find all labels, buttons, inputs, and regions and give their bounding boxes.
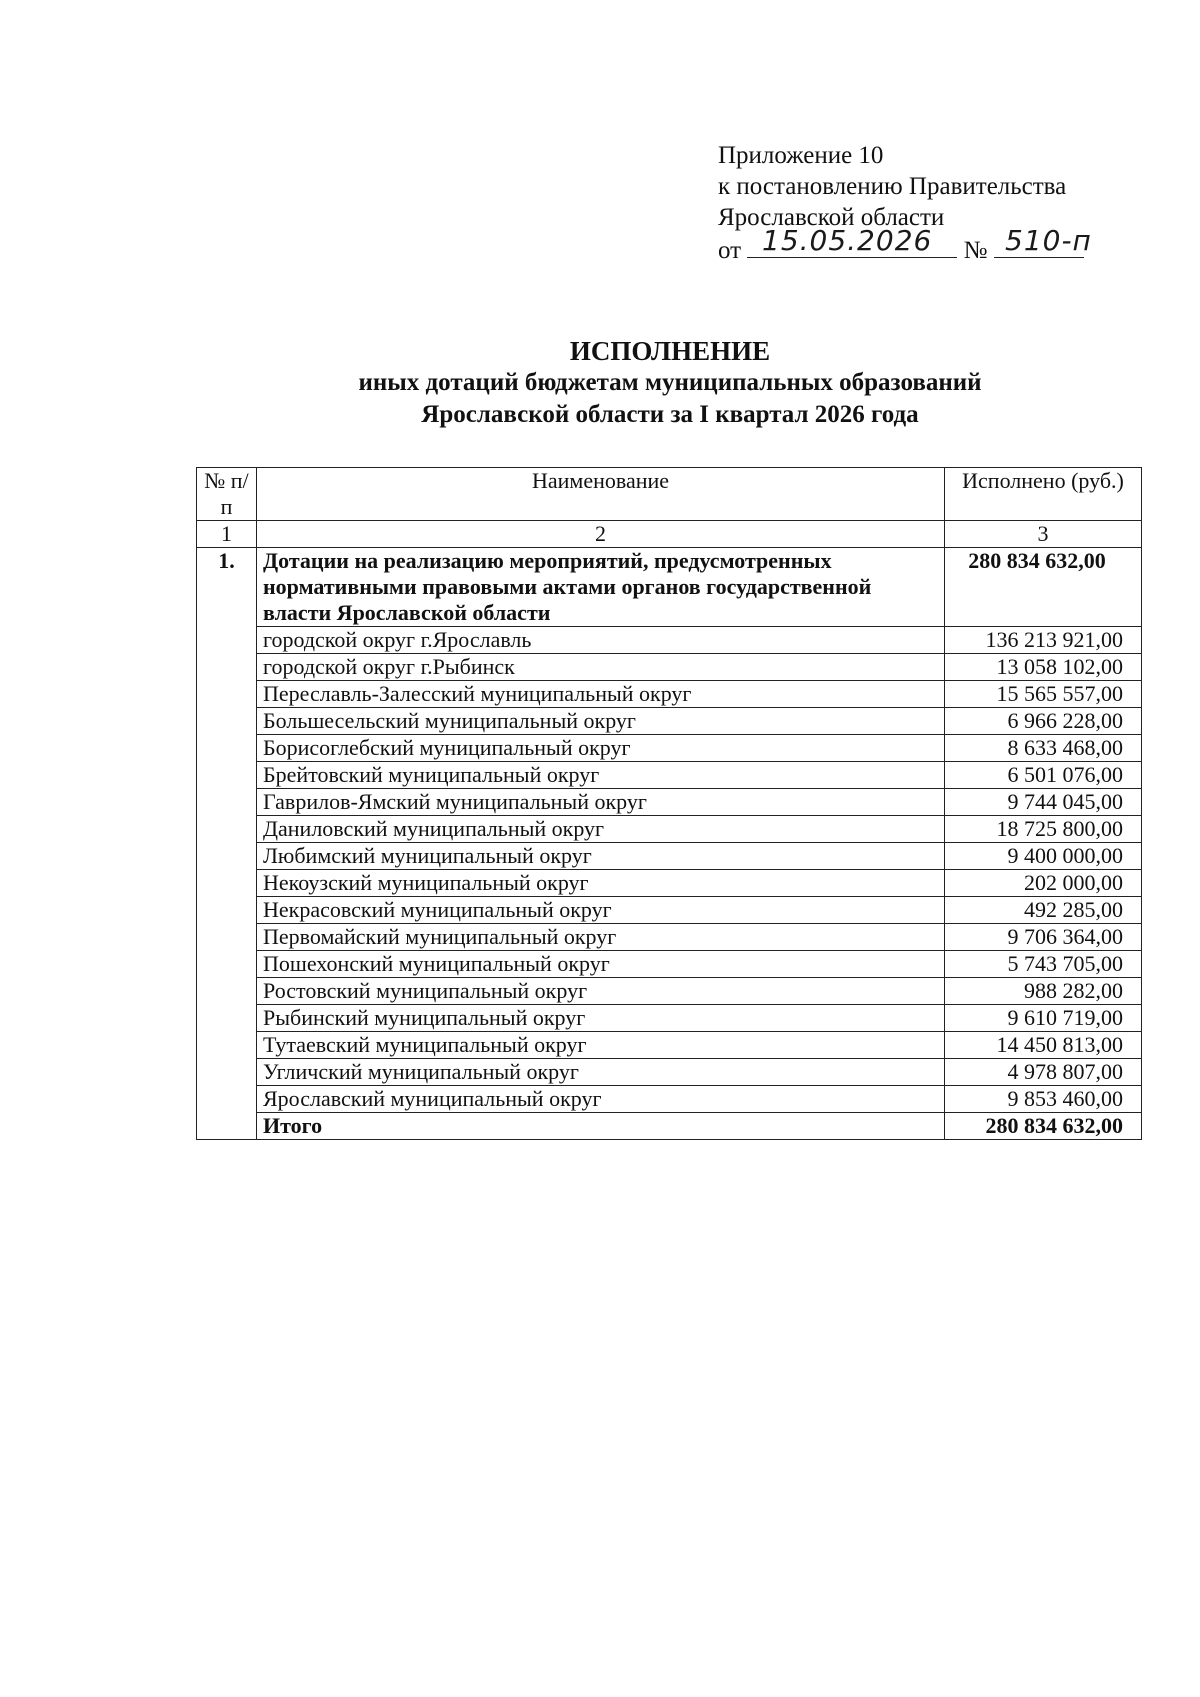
appendix-line-3: Ярославской области — [718, 204, 945, 231]
table-row — [197, 1086, 1142, 1113]
table-row — [197, 843, 1142, 870]
table-row — [197, 1032, 1142, 1059]
executed-amount: 202 000,00 — [945, 870, 1142, 897]
table-row — [197, 735, 1142, 762]
municipality-name: Рыбинский муниципальный округ — [257, 1005, 945, 1032]
municipality-name: Первомайский муниципальный округ — [257, 924, 945, 951]
table-body — [197, 468, 1142, 1140]
document-heading — [0, 335, 1200, 431]
executed-amount: 9 853 460,00 — [945, 1086, 1142, 1113]
executed-amount: 8 633 468,00 — [945, 735, 1142, 762]
executed-amount: 988 282,00 — [945, 978, 1142, 1005]
executed-amount: 18 725 800,00 — [945, 816, 1142, 843]
municipality-name: Борисоглебский муниципальный округ — [257, 735, 945, 762]
budget-table — [196, 467, 1142, 1140]
table-header-row — [197, 468, 1142, 521]
executed-amount: 136 213 921,00 — [945, 627, 1142, 654]
municipality-name: городской округ г.Рыбинск — [257, 654, 945, 681]
date-prefix: от — [718, 237, 742, 264]
executed-amount: 4 978 807,00 — [945, 1059, 1142, 1086]
municipality-name: Большесельский муниципальный округ — [257, 708, 945, 735]
municipality-name: Гаврилов-Ямский муниципальный округ — [257, 789, 945, 816]
table-row — [197, 654, 1142, 681]
executed-amount: 492 285,00 — [945, 897, 1142, 924]
column-index-3: 3 — [945, 521, 1142, 548]
municipality-name: Угличский муниципальный округ — [257, 1059, 945, 1086]
column-index-row — [197, 521, 1142, 548]
table-row — [197, 870, 1142, 897]
executed-amount: 13 058 102,00 — [945, 654, 1142, 681]
executed-amount: 9 610 719,00 — [945, 1005, 1142, 1032]
heading-title: ИСПОЛНЕНИЕ — [569, 336, 771, 366]
table-row — [197, 951, 1142, 978]
table-row — [197, 897, 1142, 924]
appendix-line-1: Приложение 10 — [718, 142, 884, 169]
table-row — [197, 1059, 1142, 1086]
municipality-name: Любимский муниципальный округ — [257, 843, 945, 870]
municipality-name: Тутаевский муниципальный округ — [257, 1032, 945, 1059]
executed-amount: 9 744 045,00 — [945, 789, 1142, 816]
appendix-block — [718, 140, 1092, 266]
executed-amount: 9 400 000,00 — [945, 843, 1142, 870]
table-row — [197, 1005, 1142, 1032]
heading-line-2: иных дотаций бюджетам муниципальных образований — [358, 369, 982, 396]
section-number: 1. — [197, 548, 257, 1140]
municipality-name: Даниловский муниципальный округ — [257, 816, 945, 843]
appendix-date-line — [718, 224, 1092, 266]
municipality-name: Пошехонский муниципальный округ — [257, 951, 945, 978]
executed-amount: 6 501 076,00 — [945, 762, 1142, 789]
municipality-name: Некоузский муниципальный округ — [257, 870, 945, 897]
table-row — [197, 627, 1142, 654]
column-index-2: 2 — [257, 521, 945, 548]
executed-amount: 14 450 813,00 — [945, 1032, 1142, 1059]
municipality-name: Брейтовский муниципальный округ — [257, 762, 945, 789]
municipality-name: Некрасовский муниципальный округ — [257, 897, 945, 924]
header-num — [197, 468, 257, 521]
section-row — [197, 548, 1142, 627]
handwritten-number: 510-п — [1005, 224, 1092, 257]
executed-amount: 5 743 705,00 — [945, 951, 1142, 978]
table-row — [197, 681, 1142, 708]
appendix-line-2: к постановлению Правительства — [718, 173, 1067, 200]
municipality-name: Ростовский муниципальный округ — [257, 978, 945, 1005]
table-row — [197, 708, 1142, 735]
table-row — [197, 924, 1142, 951]
header-name: Наименование — [257, 468, 945, 521]
total-label: Итого — [257, 1113, 945, 1140]
handwritten-date: 15.05.2026 — [762, 224, 933, 257]
municipality-name: Переславль-Залесский муниципальный округ — [257, 681, 945, 708]
column-index-1: 1 — [197, 521, 257, 548]
executed-amount: 6 966 228,00 — [945, 708, 1142, 735]
header-num-text: № п/п — [204, 468, 249, 519]
heading-line-3: Ярославской области за I квартал 2026 года — [421, 401, 919, 428]
municipality-name: Ярославский муниципальный округ — [257, 1086, 945, 1113]
total-value: 280 834 632,00 — [945, 1113, 1142, 1140]
header-value: Исполнено (руб.) — [945, 468, 1142, 521]
municipality-name: городской округ г.Ярославль — [257, 627, 945, 654]
executed-amount: 9 706 364,00 — [945, 924, 1142, 951]
table-row — [197, 762, 1142, 789]
section-name: Дотации на реализацию мероприятий, предусмотренных нормативными правовыми актами органов государственной власти Ярославской области — [257, 548, 945, 627]
total-row — [197, 1113, 1142, 1140]
table-row — [197, 978, 1142, 1005]
number-prefix: № — [963, 237, 988, 264]
section-value: 280 834 632,00 — [945, 548, 1142, 627]
table-row — [197, 789, 1142, 816]
executed-amount: 15 565 557,00 — [945, 681, 1142, 708]
table-row — [197, 816, 1142, 843]
